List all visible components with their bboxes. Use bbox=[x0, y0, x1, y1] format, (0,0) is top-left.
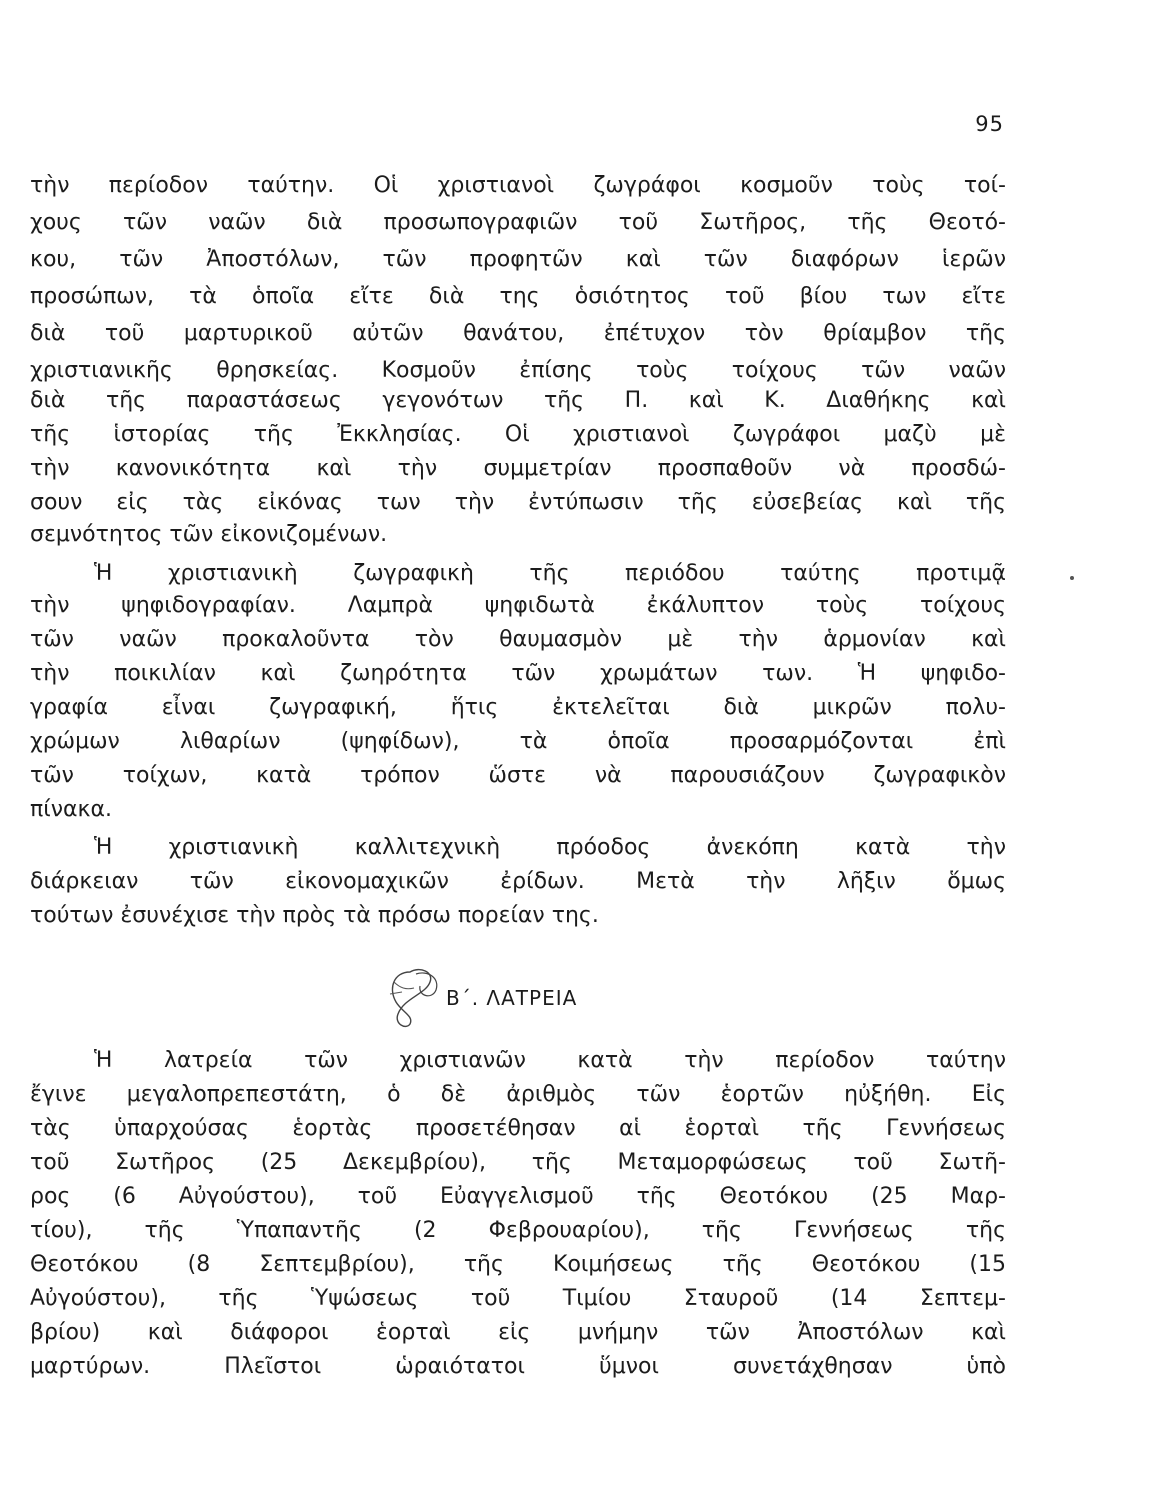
text-line: τῶν τοίχων, κατὰ τρόπον ὥστε νὰ παρουσιάζουν ζωγραφικὸν bbox=[30, 763, 1006, 788]
text-line: Ἡ χριστιανικὴ ζωγραφικὴ τῆς περιόδου ταύτης προτιμᾷ bbox=[94, 561, 1006, 586]
section-title: Β΄. ΛΑΤΡΕΙΑ bbox=[446, 986, 578, 1010]
text-line: προσώπων, τὰ ὁποῖα εἴτε διὰ της ὁσιότητος τοῦ βίου των εἴτε bbox=[30, 284, 1006, 309]
text-line: τούτων ἐσυνέχισε τὴν πρὸς τὰ πρόσω πορείαν της. bbox=[30, 903, 599, 928]
text-line: Θεοτόκου (8 Σεπτεμβρίου), τῆς Κοιμήσεως τῆς Θεοτόκου (15 bbox=[30, 1252, 1006, 1277]
text-line: τὰς ὑπαρχούσας ἑορτὰς προσετέθησαν αἱ ἑορταὶ τῆς Γεννήσεως bbox=[30, 1116, 1006, 1141]
text-line: χριστιανικῆς θρησκείας. Κοσμοῦν ἐπίσης τοὺς τοίχους τῶν ναῶν bbox=[30, 358, 1006, 383]
text-line: γραφία εἶναι ζωγραφική, ἥτις ἐκτελεῖται διὰ μικρῶν πολυ- bbox=[30, 695, 1006, 720]
text-line: Ἡ λατρεία τῶν χριστιανῶν κατὰ τὴν περίοδον ταύτην bbox=[94, 1048, 1006, 1073]
text-line: βρίου) καὶ διάφοροι ἑορταὶ εἰς μνήμην τῶν Ἀποστόλων καὶ bbox=[30, 1320, 1006, 1345]
text-line: τῶν ναῶν προκαλοῦντα τὸν θαυμασμὸν μὲ τὴν ἁρμονίαν καὶ bbox=[30, 627, 1006, 652]
text-line: σουν εἰς τὰς εἰκόνας των τὴν ἐντύπωσιν τῆς εὐσεβείας καὶ τῆς bbox=[30, 490, 1006, 515]
text-line: τὴν κανονικότητα καὶ τὴν συμμετρίαν προσπαθοῦν νὰ προσδώ- bbox=[30, 456, 1006, 481]
text-line: διὰ τῆς παραστάσεως γεγονότων τῆς Π. καὶ Κ. Διαθήκης καὶ bbox=[30, 388, 1006, 413]
text-line: Αὐγούστου), τῆς Ὑψώσεως τοῦ Τιμίου Σταυροῦ (14 Σεπτεμ- bbox=[30, 1286, 1006, 1311]
handwritten-mark-icon bbox=[380, 964, 450, 1030]
section-heading bbox=[380, 982, 780, 1022]
text-line: σεμνότητος τῶν εἰκονιζομένων. bbox=[30, 522, 388, 547]
text-line: διὰ τοῦ μαρτυρικοῦ αὐτῶν θανάτου, ἐπέτυχον τὸν θρίαμβον τῆς bbox=[30, 321, 1006, 346]
page-number: 95 bbox=[975, 112, 1004, 136]
text-line: τὴν περίοδον ταύτην. Οἱ χριστιανοὶ ζωγράφοι κοσμοῦν τοὺς τοί- bbox=[30, 173, 1006, 198]
text-line: μαρτύρων. Πλεῖστοι ὡραιότατοι ὕμνοι συνετάχθησαν ὑπὸ bbox=[30, 1354, 1006, 1379]
text-line: πίνακα. bbox=[30, 797, 112, 822]
text-line: τῆς ἱστορίας τῆς Ἐκκλησίας. Οἱ χριστιανοὶ ζωγράφοι μαζὺ μὲ bbox=[30, 422, 1006, 447]
text-line: τὴν ποικιλίαν καὶ ζωηρότητα τῶν χρωμάτων των. Ἡ ψηφιδο- bbox=[30, 661, 1006, 686]
text-line: Ἡ χριστιανικὴ καλλιτεχνικὴ πρόοδος ἀνεκόπη κατὰ τὴν bbox=[94, 835, 1006, 860]
text-line: τίου), τῆς Ὑπαπαντῆς (2 Φεβρουαρίου), τῆς Γεννήσεως τῆς bbox=[30, 1218, 1006, 1243]
text-line: κου, τῶν Ἀποστόλων, τῶν προφητῶν καὶ τῶν διαφόρων ἱερῶν bbox=[30, 247, 1006, 272]
text-line: διάρκειαν τῶν εἰκονομαχικῶν ἐρίδων. Μετὰ τὴν λῆξιν ὅμως bbox=[30, 869, 1006, 894]
text-line: ρος (6 Αὐγούστου), τοῦ Εὐαγγελισμοῦ τῆς Θεοτόκου (25 Μαρ- bbox=[30, 1184, 1006, 1209]
margin-speck bbox=[1070, 576, 1074, 580]
text-line: τὴν ψηφιδογραφίαν. Λαμπρὰ ψηφιδωτὰ ἐκάλυπτον τοὺς τοίχους bbox=[30, 593, 1006, 618]
text-line: ἔγινε μεγαλοπρεπεστάτη, ὁ δὲ ἀριθμὸς τῶν ἑορτῶν ηὐξήθη. Εἰς bbox=[30, 1082, 1006, 1107]
text-line: τοῦ Σωτῆρος (25 Δεκεμβρίου), τῆς Μεταμορφώσεως τοῦ Σωτῆ- bbox=[30, 1150, 1006, 1175]
text-line: χους τῶν ναῶν διὰ προσωπογραφιῶν τοῦ Σωτῆρος, τῆς Θεοτό- bbox=[30, 210, 1006, 235]
text-line: χρώμων λιθαρίων (ψηφίδων), τὰ ὁποῖα προσαρμόζονται ἐπὶ bbox=[30, 729, 1006, 754]
